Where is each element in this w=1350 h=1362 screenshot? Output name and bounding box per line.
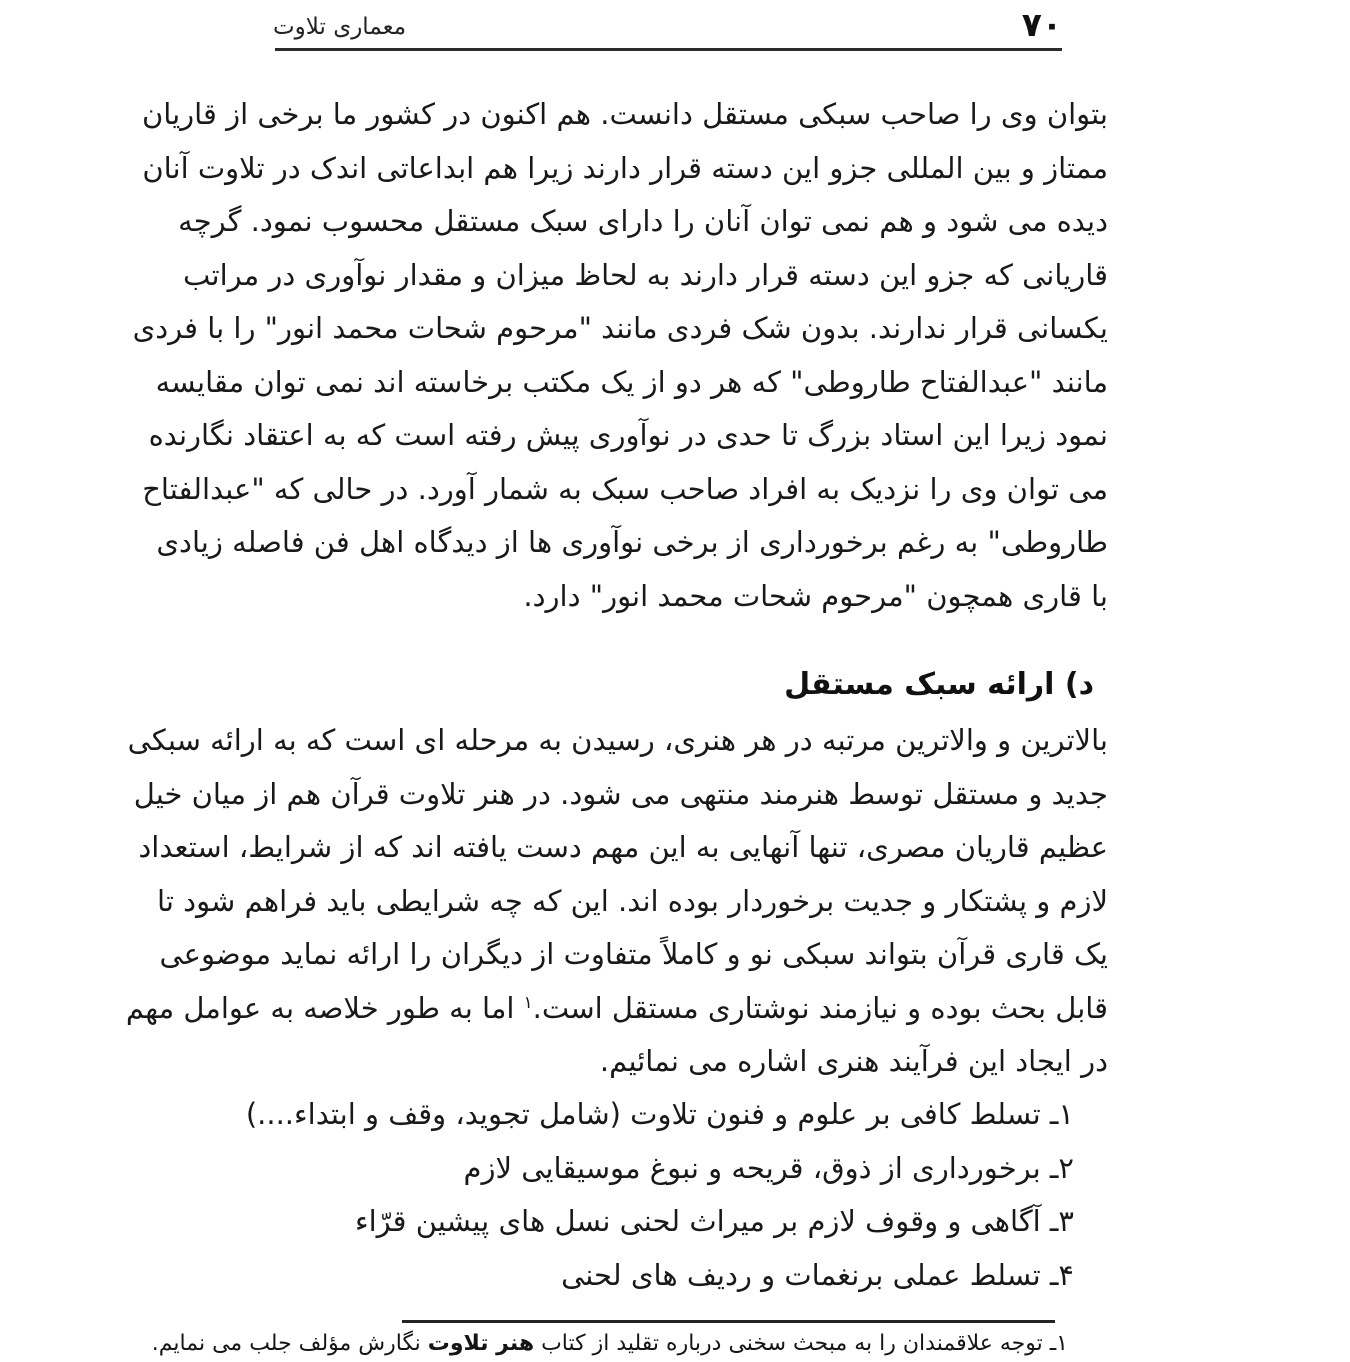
section-heading: د) ارائه سبک مستقل [784,667,1094,702]
text-line: یک قاری قرآن بتواند سبکی نو و کاملاً متفاوت از دیگران را ارائه نماید موضوعی [159,937,1108,971]
text-line: عظیم قاریان مصری، تنها آنهایی به این مهم دست یافته اند که از شرایط، استعداد [138,830,1108,864]
footnote-reference-marker: ۱ [523,992,533,1013]
text-segment: قابل بحث بوده و نیازمند نوشتاری مستقل است. [532,990,1108,1025]
text-line: مانند "عبدالفتاح طاروطی" که هر دو از یک مکتب برخاسته اند نمی توان مقایسه [155,364,1108,399]
text-line: قاریانی که جزو این دسته قرار دارند به لحاظ میزان و مقدار نوآوری در مراتب [183,257,1108,292]
running-title: معماری تلاوت [273,14,407,40]
text-line: دیده می شود و هم نمی توان آنان را دارای سبک مستقل محسوب نمود. گرچه [178,204,1108,238]
list-item: ۲ـ برخورداری از ذوق، قریحه و نبوغ موسیقایی لازم [463,1150,1074,1185]
footnote-text-lead: ۱ـ توجه علاقمندان را به مبحث سخنی درباره تقلید از کتاب [534,1331,1068,1356]
list-item: ۴ـ تسلط عملی برنغمات و ردیف های لحنی [561,1257,1074,1292]
list-item: ۳ـ آگاهی و وقوف لازم بر میراث لحنی نسل های پیشین قرّاء [354,1204,1074,1238]
text-line: نمود زیرا این استاد بزرگ تا حدی در نوآوری پیش رفته است که به اعتقاد نگارنده [148,418,1108,452]
footnote-book-title: هنر تلاوت [427,1331,535,1356]
text-line: می توان وی را نزدیک به افراد صاحب سبک به شمار آورد. در حالی که "عبدالفتاح [142,471,1108,506]
paragraph-2 [125,714,1108,1089]
text-line: بتوان وی را صاحب سبکی مستقل دانست. هم اکنون در کشور ما برخی از قاریان [141,97,1108,131]
text-line: یکسانی قرار ندارند. بدون شک فردی مانند "مرحوم شحات محمد انور" را با فردی [132,311,1108,345]
text-line-with-footnote-ref [125,982,1108,1036]
footnote-rule [402,1320,1055,1323]
text-line: ممتاز و بین المللی جزو این دسته قرار دارند زیرا هم ابداعاتی اندک در تلاوت آنان [142,150,1108,185]
text-segment: اما به طور خلاصه به عوامل مهم [125,990,524,1025]
text-line: با قاری همچون "مرحوم شحات محمد انور" دارد. [523,578,1108,613]
paragraph-1 [132,88,1108,623]
footnote-text-tail: نگارش مؤلف جلب می نمایم. [151,1331,428,1356]
text-column [125,0,1108,1362]
text-line: جدید و مستقل توسط هنرمند منتهی می شود. در هنر تلاوت قرآن هم از میان خیل [133,776,1108,811]
text-line: طاروطی" به رغم برخورداری از برخی نوآوری ها از دیدگاه اهل فن فاصله زیادی [156,525,1108,559]
text-line: لازم و پشتکار و جدیت برخوردار بوده اند. این که چه شرایطی باید فراهم شود تا [157,883,1108,918]
text-line: بالاترین و والاترین مرتبه در هر هنری، رسیدن به مرحله ای است که به ارائه سبکی [127,723,1108,757]
page-number: ۷۰ [1021,5,1062,44]
text-line: در ایجاد این فرآیند هنری اشاره می نمائیم. [599,1044,1108,1078]
footnote [151,1327,1068,1360]
numbered-list [245,1088,1074,1302]
list-item: ۱ـ تسلط کافی بر علوم و فنون تلاوت (شامل تجوید، وقف و ابتداء....) [245,1097,1074,1131]
